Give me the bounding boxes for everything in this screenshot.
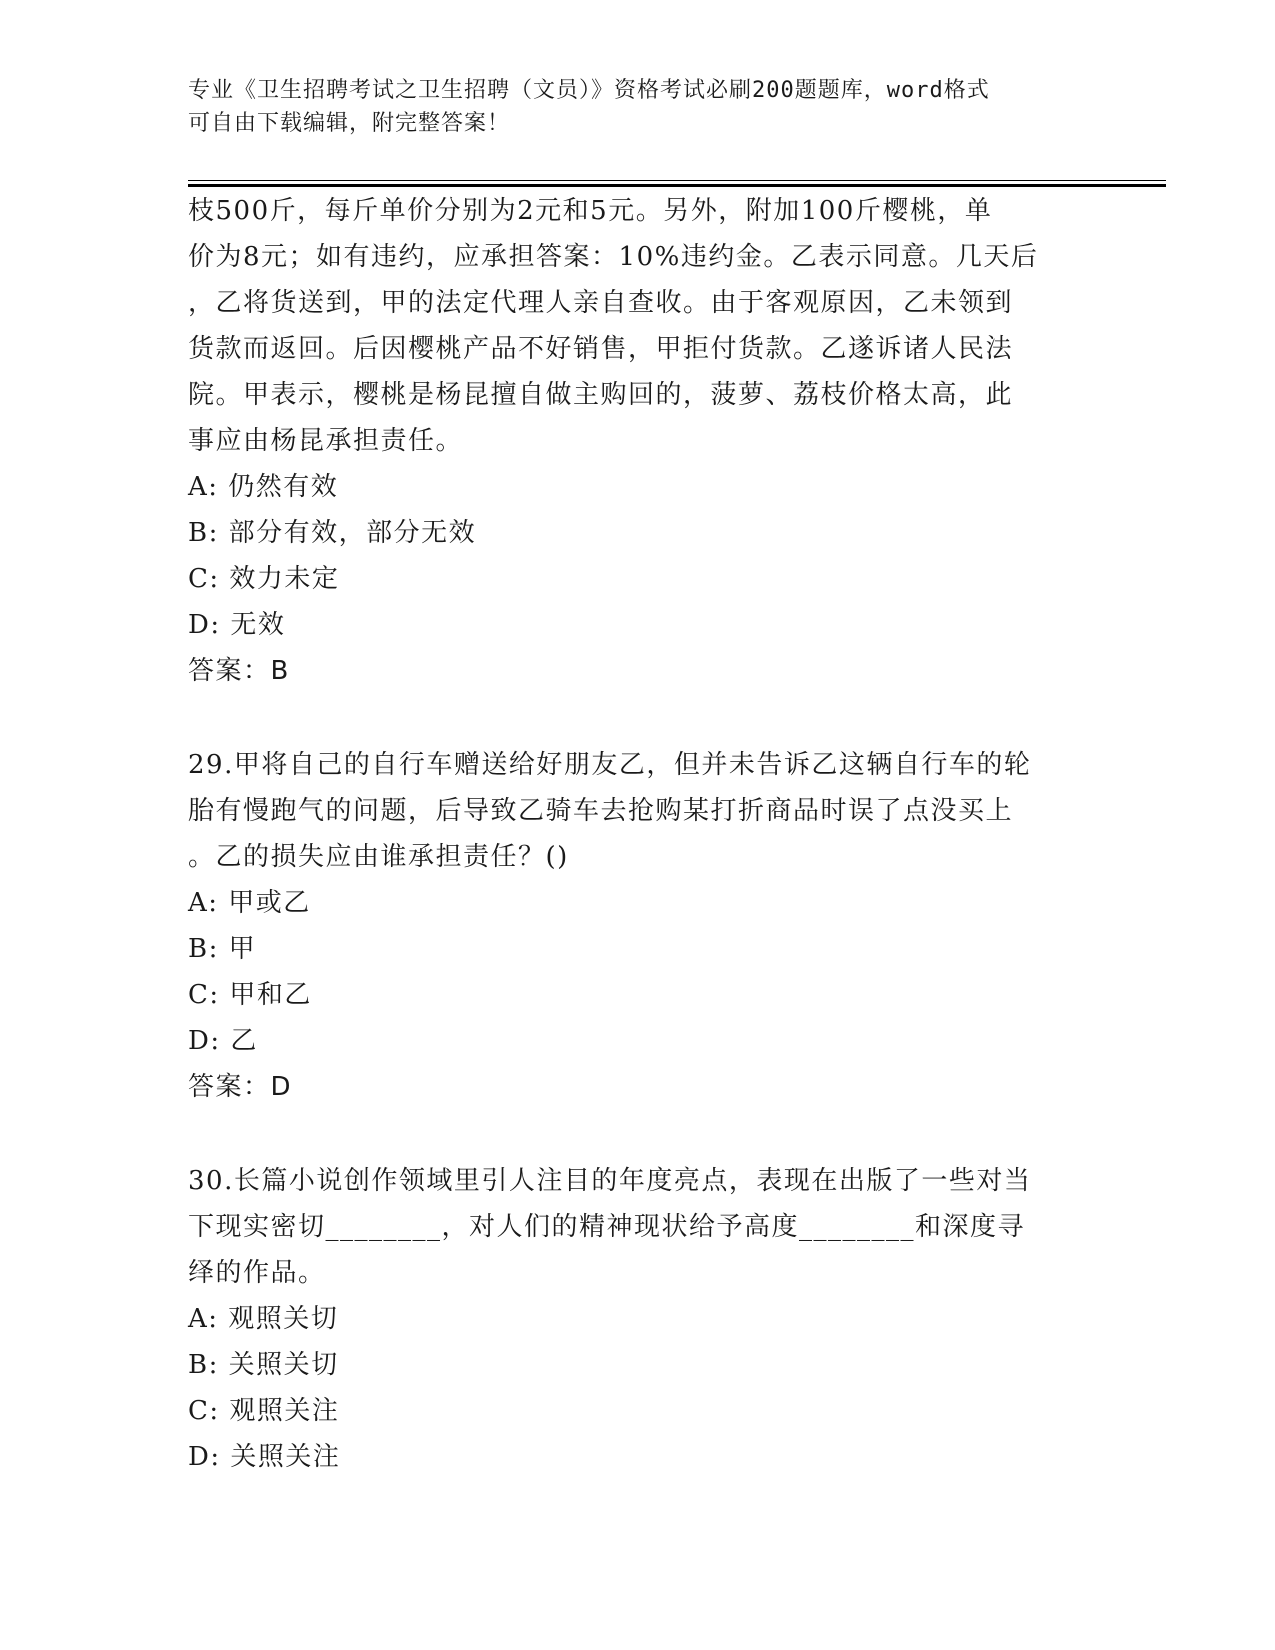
option-a: A: 甲或乙 <box>188 888 311 918</box>
question-text-line: 货款而返回。后因樱桃产品不好销售，甲拒付货款。乙遂诉诸人民法 <box>188 334 1014 364</box>
question-text-line: 29.甲将自己的自行车赠送给好朋友乙，但并未告诉乙这辆自行车的轮 <box>188 750 1032 780</box>
question-28 <box>188 188 1088 694</box>
answer: 答案：D <box>188 1072 293 1102</box>
option-a: A: 仍然有效 <box>188 472 339 502</box>
option-c: C: 观照关注 <box>188 1396 340 1426</box>
question-text-line: 事应由杨昆承担责任。 <box>188 426 464 456</box>
header-line-2: 可自由下载编辑，附完整答案！ <box>188 111 511 136</box>
option-d: D: 关照关注 <box>188 1442 341 1472</box>
option-c: C: 效力未定 <box>188 564 340 594</box>
option-d: D: 无效 <box>188 610 286 640</box>
option-b: B: 部分有效，部分无效 <box>188 518 477 548</box>
option-d: D: 乙 <box>188 1026 258 1056</box>
question-30 <box>188 1158 1088 1480</box>
document-header <box>188 74 1088 140</box>
option-c: C: 甲和乙 <box>188 980 312 1010</box>
question-spacer <box>188 694 1088 742</box>
option-b: B: 甲 <box>188 934 257 964</box>
header-divider-thin <box>188 180 1166 181</box>
answer: 答案：B <box>188 656 290 686</box>
question-spacer <box>188 1110 1088 1158</box>
option-b: B: 关照关切 <box>188 1350 339 1380</box>
document-body <box>188 188 1088 1480</box>
question-text-line: 绎的作品。 <box>188 1258 326 1288</box>
question-text-line: 枝500斤，每斤单价分别为2元和5元。另外，附加100斤樱桃，单 <box>188 196 993 226</box>
question-text-line: 价为8元；如有违约，应承担答案：10%违约金。乙表示同意。几天后 <box>188 242 1039 272</box>
question-text-line: 30.长篇小说创作领域里引人注目的年度亮点，表现在出版了一些对当 <box>188 1166 1032 1196</box>
option-a: A: 观照关切 <box>188 1304 339 1334</box>
question-text-line: 院。甲表示，樱桃是杨昆擅自做主购回的，菠萝、荔枝价格太高，此 <box>188 380 1014 410</box>
header-divider-thick <box>188 184 1166 187</box>
question-29 <box>188 742 1088 1110</box>
question-text-line: 下现实密切________，对人们的精神现状给予高度________和深度寻 <box>188 1212 1026 1242</box>
question-text-line: 。乙的损失应由谁承担责任？() <box>188 842 569 872</box>
question-text-line: ，乙将货送到，甲的法定代理人亲自查收。由于客观原因，乙未领到 <box>188 288 1014 318</box>
question-text-line: 胎有慢跑气的问题，后导致乙骑车去抢购某打折商品时误了点没买上 <box>188 796 1014 826</box>
header-line-1: 专业《卫生招聘考试之卫生招聘（文员）》资格考试必刷200题题库，word格式 <box>188 78 990 103</box>
